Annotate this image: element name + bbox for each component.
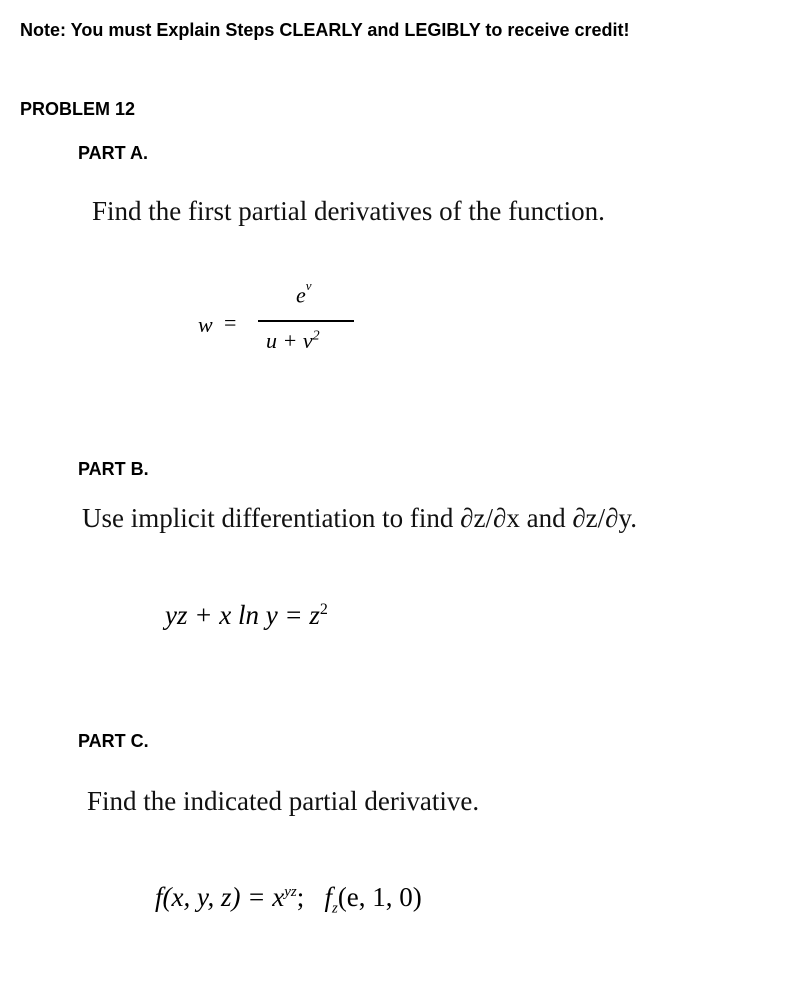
part-c-label: PART C. [78,731,149,751]
fraction-bar [258,320,354,322]
instructions-note: Note: You must Explain Steps CLEARLY and LEGIBLY to receive credit! [20,20,630,40]
part-a-label: PART A. [78,143,148,163]
part-c-prompt: Find the indicated partial derivative. [87,786,480,816]
problem-title: PROBLEM 12 [20,99,136,119]
part-b-prompt: Use implicit differentiation to find ∂z/∂x and ∂z/∂y. [82,503,637,533]
part-b-equation: yz + x $\ln y = z^2$ [165,600,328,630]
part-c-equation: f(x, y, $z) = x^{yz}$; $f_z(e$, 1, 0) [155,882,422,917]
fraction-denominator: $u + v^2$ [266,328,320,353]
equation-lhs: w [198,312,213,337]
equals-sign: = [224,310,237,335]
part-a-prompt: Find the first partial derivatives of the function. [92,196,605,226]
fraction-numerator: $e^v$ [296,278,312,308]
part-b-label: PART B. [78,459,149,479]
